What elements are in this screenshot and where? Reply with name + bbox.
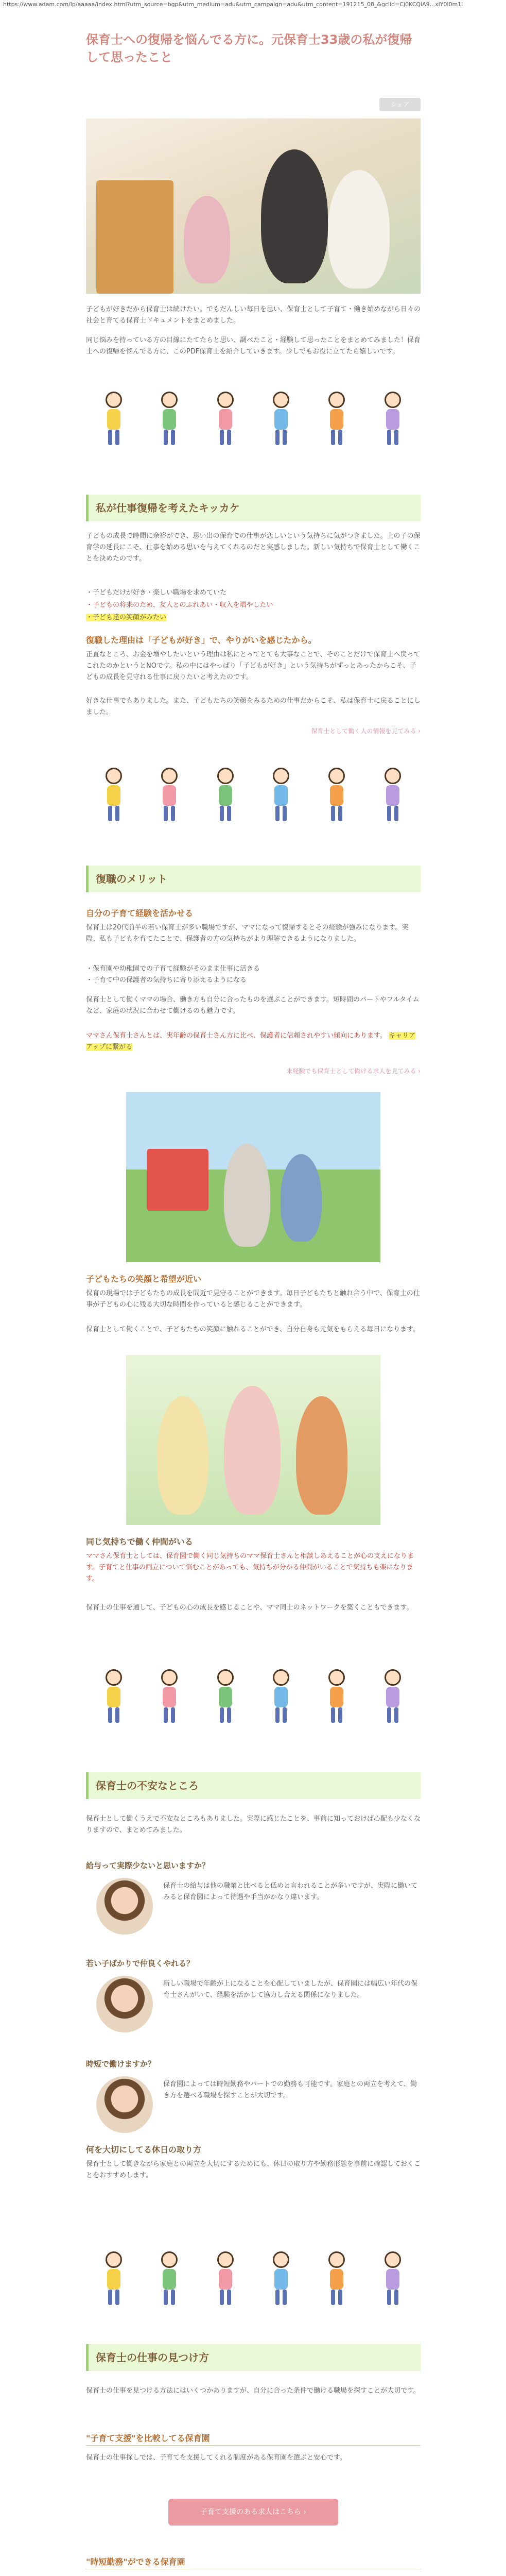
merit-text-2: 保育士として働くママの場合、働き方も自分に合ったものを選ぶことができます。短時間のパートやフルタイムなど、家庭の状況に合わせて働けるのも魅力です。 [86,996,420,1015]
section-heading-jobhunt: 保育士の仕事の見つけ方 [86,2344,421,2371]
avatar-2 [96,1976,153,2032]
kids-illustration [86,392,421,448]
merit-text-6-body: ママさん保育士としては、保育園で働く同じ気持ちのママ保育士さんと相談しあえることが心の支えになります。子育てと仕事の両立について悩むことがあっても、気持ちが分かる仲間がいることで気持ちも楽になります。 [86,1552,414,1583]
question-2: 若い子ばかりで仲良くやれる？ [86,1959,195,1968]
answer-1: 保育士の給与は他の職業と比べると低めと言われることが多いですが、実際に働いてみると保育園によって待遇や手当がかなり違います。 [163,1882,418,1901]
question-1: 給与って実際少ないと思いますか？ [86,1861,210,1870]
intro-text: 子どもが好きだから保育士は続けたい。でもだんしい毎日を思い、保育士として子育て・働き始めながら日々の社会と育てる保育士ドキュメントをまとめました。 [86,306,421,325]
merit-text-3-body: ママさん保育士さんとは、実年齢の保育士さん方に比べ、保護者に信頼されやすい傾向にあります。 [86,1032,387,1040]
bullet-1: ・子どもだけが好き・楽しい職場を求めていた [86,589,227,597]
merit-text-3 [86,1030,421,1053]
section1-text-3: 好きな仕事でもありました。また、子どもたちの笑顔をみるための仕事だからこそ、私は保育士に戻ることにしました。 [86,697,421,716]
avatar-3 [96,2076,153,2133]
merit-text-1: 保育士は20代前半の若い保育士が多い職場ですが、ママになって復帰するとその経験が強みになります。実際、私も子どもを育てたことで、保護者の方の気持ちがより理解できるようになりました。 [86,924,409,943]
section1-lead: 復職した理由は「子どもが好き」で、やりがいを感じたから。 [86,635,317,645]
answer-3: 保育園によっては時短勤務やパートでの勤務も可能です。家庭との両立を考えて、働き方を選べる職場を探すことが大切です。 [163,2080,417,2099]
section1-text-2: 正直なところ、お金を増やしたいという理由は私にとってとても大事なことで、そのことだけで保育士へ戻ってこれたのかというとNOです。私の中にはやっぱり「子どもが好き」という気持ちがずっとあったからこそ、子どもの成長を見守れる仕事に戻りたいと考えたのです。 [86,651,421,681]
merit-sub-1: 自分の子育て経験を活かせる [86,908,194,918]
merit-text-4: 保育の現場では子どもたちの成長を間近で見守ることができます。毎日子どもたちと触れ合う中で、保育士の仕事が子どもの心に残る大切な時間を作っていると感じることができます。 [86,1290,420,1309]
merit-highlight: キャリアアップに繋がる [86,1032,416,1051]
hero-photo [86,118,421,294]
url-bar[interactable]: https://www.adam.com/lp/aaaaa/index.html?utm_source=bgp&utm_medium=adu&utm_campaign=adu&utm_content=191215_08_&gclid=Cj0KCQiA9...xlY0l0m1l [3,1,463,8]
section1-link[interactable]: 保育士として働く人の情報を見てみる › [311,727,421,735]
intro-text-2: 同じ悩みを持っている方の目線にたてたらと思い、調べたこと・経験して思ったことをまとめてみました！保育士への復帰を悩んでる方に、このPDF保育士を紹介していきます。少しでもお役に立てたら嬉しいです。 [86,336,421,355]
jobhunt-sub-1: "子育て支援"を比較してる保育園 [86,2433,210,2443]
bullet-2-text: ・子どもの将来のため、友人とのふれあい・収入を増やしたい [86,601,273,609]
divider [86,2445,421,2446]
bullet-3-text: ・子ども達の笑顔がみたい [86,614,167,621]
avatar-1 [96,1878,153,1935]
family-photo [126,1092,380,1262]
bullet-2 [86,600,421,611]
section-heading-worry: 保育士の不安なところ [86,1772,421,1799]
jobhunt-sub-2: "時短勤務"ができる保育園 [86,2557,185,2567]
merit-sub-2: 子どもたちの笑顔と希望が近い [86,1274,202,1284]
merit-text-5: 保育士として働くことで、子どもたちの笑顔に触れることができ、自分自身も元気をもらえる毎日になります。 [86,1326,420,1333]
merit-link[interactable]: 未経験でも保育士として働ける求人を見てみる › [286,1067,421,1075]
kids-illustration-4 [86,2251,421,2308]
page-title: 保育士への復帰を悩んでる方に。元保育士33歳の私が復帰して思ったこと [86,32,412,64]
section1-text: 子どもの成長で時間に余裕ができ、思い出の保育での仕事が恋しいという気持ちに気がつきました。上の子の保育学の延長にこそ、仕事を始める思いを与えてくれるのだと実感しました。新しい気持ちで保育士として働くことを決めたのです。 [86,532,421,563]
section-heading-trigger: 私が仕事復帰を考えたキッカケ [86,495,421,521]
worry-text: 保育士として働くうえで不安なところもありました。実際に感じたことを、事前に知っておけば心配も少なくなりますので、まとめてみました。 [86,1815,421,1834]
question-3: 時短で働けますか？ [86,2059,156,2069]
merit-bullets: ・保育園や幼稚園での子育て経験がそのまま仕事に活きる ・子育て中の保護者の気持ちに寄り添えるようになる [86,965,260,984]
kids-illustration-2 [86,768,421,824]
worry-text-2: 保育士として働きながら家庭との両立を大切にするためにも、休日の取り方や勤務形態を事前に確認しておくことをおすすめします。 [86,2160,421,2179]
job-button-1[interactable]: 子育て支援のある求人はこちら › [168,2499,338,2526]
bullet-3 [86,612,421,623]
merit-text-6 [86,1551,421,1585]
merit-text-7: 保育士の仕事を通して、子どもの心の成長を感じることや、ママ同士のネットワークを築くこともできます。 [86,1604,413,1612]
section-heading-merit: 復職のメリット [86,866,421,892]
teachers-photo [126,1355,380,1525]
kids-illustration-3 [86,1669,421,1726]
worry-sub: 何を大切にしてる休日の取り方 [86,2145,202,2155]
jobhunt-text: 保育士の仕事を見つける方法にはいくつかありますが、自分に合った条件で働ける職場を探すことが大切です。 [86,2387,420,2395]
merit-sub-3: 同じ気持ちで働く仲間がいる [86,1537,193,1547]
answer-2: 新しい職場で年齢が上になることを心配していましたが、保育園には幅広い年代の保育士さんがいて、経験を活かして協力し合える関係になりました。 [163,1980,418,1999]
jobhunt-text-1: 保育士の仕事探しでは、子育てを支援してくれる制度がある保育園を選ぶと安心です。 [86,2454,346,2462]
share-button[interactable]: シェア [379,98,421,111]
